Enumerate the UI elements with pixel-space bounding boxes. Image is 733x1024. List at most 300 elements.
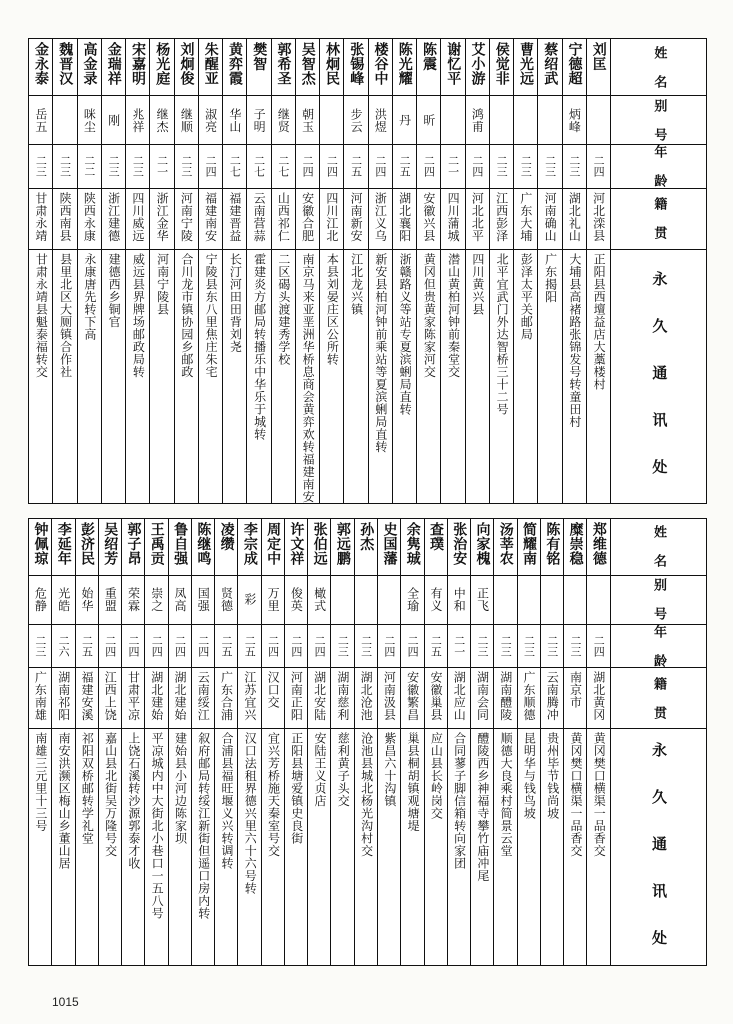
entry-address: 合同蓼子脚信箱转向家团: [452, 732, 467, 870]
entry-place: 广东大埔: [518, 191, 533, 242]
entry-place: 河北滦县: [591, 191, 606, 242]
entry-age: 二一: [452, 634, 466, 657]
entry-name: 向家槐: [474, 521, 491, 565]
cell-name: [562, 39, 586, 96]
entry-name: 郭远鹏: [334, 521, 351, 565]
table-gap: [28, 504, 706, 518]
page-number: 1015: [52, 995, 79, 1009]
cell-alias: [377, 575, 400, 624]
cell-name: [417, 39, 441, 96]
cell-name: [174, 39, 198, 96]
cell-address: [494, 729, 517, 966]
entry-name: 陈有铭: [544, 521, 561, 565]
cell-alias: [354, 575, 377, 624]
header-label: 姓 名: [651, 45, 667, 89]
cell-place: [564, 668, 587, 729]
entry-name: 郭希圣: [275, 42, 292, 86]
cell-place: [29, 668, 52, 729]
cell-age: [198, 145, 222, 189]
entry-address: 浙赣路义等站专夏滨蜊局直转: [398, 252, 413, 415]
entry-alias: 继杰: [155, 107, 170, 133]
entry-place: 汉口交: [266, 671, 281, 709]
cell-place: [168, 668, 191, 729]
entry-alias: 贤德: [219, 587, 234, 612]
cell-age: [344, 145, 368, 189]
entry-address: 宁陵县东八里焦庄朱宅: [204, 252, 219, 378]
cell-place: [215, 668, 238, 729]
cell-name: [261, 518, 284, 575]
cell-age: [29, 624, 52, 668]
cell-address: [392, 249, 416, 503]
entry-age: 二三: [522, 634, 536, 657]
entry-place: 广东南雄: [33, 671, 48, 721]
cell-alias: [29, 575, 52, 624]
entry-age: 二七: [276, 155, 290, 178]
cell-age: [331, 624, 354, 668]
entry-place: 四川蒲城: [446, 191, 461, 242]
entry-age: 二三: [58, 155, 72, 178]
cell-age: [168, 624, 191, 668]
cell-alias: [465, 96, 489, 145]
cell-name: [198, 39, 222, 96]
entry-address: 正阳县西壇益店大藁楼村: [592, 252, 607, 390]
cell-name: [587, 518, 610, 575]
entry-place: 甘肃平凉: [126, 671, 141, 721]
cell-alias: [295, 96, 319, 145]
entry-place: 四川威远: [130, 191, 145, 242]
cell-address: [471, 729, 494, 966]
cell-age: [441, 145, 465, 189]
entry-age: 二三: [567, 155, 581, 178]
entry-address: 宜兴芳桥施天秦室号交: [266, 732, 281, 857]
entry-name: 许文祥: [288, 521, 305, 565]
cell-place: [465, 188, 489, 249]
entry-address: 长汀河田田背刘尧: [228, 252, 243, 353]
cell-name: [284, 518, 307, 575]
entry-age: 二四: [266, 634, 280, 657]
cell-place: [150, 188, 174, 249]
entry-address: 本县刘晏庄区公所转: [325, 252, 340, 365]
cell-alias: [331, 575, 354, 624]
registry-table-top: [28, 38, 707, 504]
cell-place: [271, 188, 295, 249]
table-row: [29, 518, 707, 575]
entry-name: 魏晋汉: [57, 42, 74, 86]
cell-alias: [586, 96, 610, 145]
cell-place: [308, 668, 331, 729]
entry-place: 浙江义乌: [373, 191, 388, 242]
cell-name: [98, 518, 121, 575]
cell-place: [587, 668, 610, 729]
cell-place: [122, 668, 145, 729]
cell-place: [98, 668, 121, 729]
entry-age: 二三: [495, 155, 509, 178]
cell-address: [198, 249, 222, 503]
cell-alias: [540, 575, 563, 624]
cell-age: [126, 145, 150, 189]
cell-address: [586, 249, 610, 503]
entry-age: 二三: [475, 634, 489, 657]
entry-age: 二三: [107, 155, 121, 178]
entry-name: 艾小游: [469, 42, 486, 86]
entry-age: 二四: [406, 634, 420, 657]
cell-place: [494, 668, 517, 729]
entry-address: 甘肃永靖县魁泰福转交: [34, 252, 49, 378]
cell-age: [191, 624, 214, 668]
entry-place: 安徽兴县: [421, 191, 436, 242]
entry-address: 安陆王义贞店: [313, 732, 328, 807]
cell-address: [320, 249, 344, 503]
entry-alias: 兆祥: [130, 107, 145, 133]
cell-alias: [471, 575, 494, 624]
entry-place: 湖北安陆: [312, 671, 327, 721]
entry-name: 吴绍芳: [102, 521, 119, 565]
entry-alias: 继贤: [276, 107, 291, 133]
cell-age: [284, 624, 307, 668]
cell-place: [538, 188, 562, 249]
cell-name: [564, 518, 587, 575]
entry-place: 福建南安: [203, 191, 218, 242]
entry-name: 林炯民: [323, 42, 340, 86]
entry-age: 二四: [173, 634, 187, 657]
cell-place: [295, 188, 319, 249]
entry-age: 二七: [252, 155, 266, 178]
cell-address: [29, 249, 53, 503]
cell-place: [261, 668, 284, 729]
cell-address: [98, 729, 121, 966]
cell-alias: [538, 96, 562, 145]
cell-address: [191, 729, 214, 966]
cell-alias: [53, 96, 77, 145]
header-alias: [611, 96, 707, 145]
cell-address: [247, 249, 271, 503]
cell-name: [441, 39, 465, 96]
entry-alias: 重盟: [103, 587, 118, 612]
cell-age: [150, 145, 174, 189]
entry-place: 广东合浦: [219, 671, 234, 721]
cell-alias: [587, 575, 610, 624]
cell-alias: [447, 575, 470, 624]
cell-place: [75, 668, 98, 729]
cell-age: [417, 145, 441, 189]
entry-alias: 咪尘: [82, 107, 97, 133]
entry-place: 河南新安: [349, 191, 364, 242]
entry-name: 吴智杰: [299, 42, 316, 86]
cell-place: [77, 188, 101, 249]
entry-address: 县里北区大厕镇合作社: [58, 252, 73, 378]
cell-name: [223, 39, 247, 96]
cell-name: [126, 39, 150, 96]
cell-alias: [145, 575, 168, 624]
cell-address: [401, 729, 424, 966]
entry-place: 安徽繁昌: [405, 671, 420, 721]
entry-name: 楼谷中: [372, 42, 389, 86]
entry-age: 二四: [382, 634, 396, 657]
cell-place: [354, 668, 377, 729]
entry-name: 张锡峰: [348, 42, 365, 86]
header-label: 别 号: [651, 98, 667, 142]
cell-alias: [564, 575, 587, 624]
entry-alias: 淑亮: [203, 107, 218, 133]
cell-address: [587, 729, 610, 966]
entry-place: 福建安溪: [79, 671, 94, 721]
entry-age: 二四: [592, 155, 606, 178]
entry-address: 沧池县城北杨光沟村交: [359, 732, 374, 857]
entry-alias: 国强: [196, 587, 211, 612]
entry-place: 广东顺德: [522, 671, 536, 721]
entry-age: 二四: [373, 155, 387, 178]
cell-age: [465, 145, 489, 189]
header-address: [611, 249, 707, 503]
entry-alias: 中和: [452, 587, 467, 612]
cell-address: [424, 729, 447, 966]
cell-alias: [191, 575, 214, 624]
cell-alias: [562, 96, 586, 145]
cell-name: [447, 518, 470, 575]
cell-name: [586, 39, 610, 96]
entry-name: 孙杰: [358, 521, 375, 551]
header-label: 姓 名: [650, 525, 666, 568]
entry-address: 顺德大良乘村简景云堂: [499, 732, 514, 857]
cell-age: [247, 145, 271, 189]
cell-place: [417, 188, 441, 249]
entry-age: 二四: [196, 634, 210, 657]
cell-address: [75, 729, 98, 966]
entry-name: 侯觉非: [493, 42, 510, 86]
cell-address: [308, 729, 331, 966]
cell-age: [494, 624, 517, 668]
entry-alias: 橄式: [312, 587, 327, 612]
entry-address: 威远县界牌场邮政局转: [131, 252, 146, 378]
entry-alias: 始华: [79, 587, 94, 612]
cell-alias: [223, 96, 247, 145]
entry-name: 刘匡: [590, 42, 607, 71]
cell-place: [145, 668, 168, 729]
cell-age: [514, 145, 538, 189]
cell-place: [284, 668, 307, 729]
entry-age: 二四: [422, 155, 436, 178]
entry-alias: 万里: [266, 587, 281, 612]
cell-name: [368, 39, 392, 96]
entry-name: 樊智: [251, 42, 268, 71]
cell-alias: [215, 575, 238, 624]
entry-name: 张治安: [451, 521, 468, 565]
table-row: [29, 575, 707, 624]
cell-address: [465, 249, 489, 503]
entry-place: 河北北平: [470, 191, 485, 242]
cell-alias: [150, 96, 174, 145]
entry-address: 醴陵西乡神福寺攀竹庙冲尾: [475, 732, 490, 882]
entry-address: 黄冈但贵黄家陈家河交: [422, 252, 437, 378]
entry-address: 黄冈樊口横渠一品香交: [568, 732, 583, 857]
cell-age: [98, 624, 121, 668]
entry-place: 湖北沧池: [359, 671, 374, 721]
cell-alias: [368, 96, 392, 145]
cell-place: [441, 188, 465, 249]
cell-place: [392, 188, 416, 249]
cell-alias: [514, 96, 538, 145]
entry-address: 应山县长岭岗交: [429, 732, 444, 820]
cell-age: [540, 624, 563, 668]
cell-address: [368, 249, 392, 503]
entry-address: 北平宜武门外达智桥三十二号: [495, 252, 510, 415]
cell-alias: [320, 96, 344, 145]
entry-alias: 危静: [33, 587, 48, 612]
entry-name: 杨光庭: [154, 42, 171, 86]
entry-place: 湖北礼山: [567, 191, 582, 242]
cell-alias: [417, 96, 441, 145]
entry-address: 祁阳双桥邮转学礼堂: [80, 732, 95, 845]
entry-age: 二三: [131, 155, 145, 178]
cell-age: [174, 145, 198, 189]
entry-place: 安徽巢县: [428, 671, 443, 721]
header-age: [611, 145, 707, 189]
cell-name: [392, 39, 416, 96]
entry-address: 上饶石溪转沙源郭泰才收: [126, 732, 141, 870]
cell-name: [295, 39, 319, 96]
entry-alias: 丹: [397, 113, 412, 127]
entry-place: 湖北建始: [149, 671, 164, 721]
cell-alias: [174, 96, 198, 145]
cell-name: [377, 518, 400, 575]
table-row: [29, 96, 707, 145]
entry-name: 谢忆平: [445, 42, 462, 86]
entry-name: 张伯远: [311, 521, 328, 565]
cell-address: [447, 729, 470, 966]
registry-table-bottom: [28, 518, 707, 967]
cell-age: [29, 145, 53, 189]
entry-alias: 子明: [252, 107, 267, 133]
entry-alias: 昕: [421, 113, 436, 127]
entry-place: 河南确山: [543, 191, 558, 242]
cell-name: [401, 518, 424, 575]
cell-address: [215, 729, 238, 966]
entry-place: 安徽合肥: [300, 191, 315, 242]
entry-place: 云南绥江: [196, 671, 211, 721]
cell-place: [401, 668, 424, 729]
cell-alias: [75, 575, 98, 624]
table-row: [29, 39, 707, 96]
cell-place: [471, 668, 494, 729]
entry-address: 大埔县高褚路张锦发号转童田村: [567, 252, 582, 428]
cell-name: [308, 518, 331, 575]
entry-place: 河南汲县: [382, 671, 397, 721]
cell-alias: [198, 96, 222, 145]
cell-name: [320, 39, 344, 96]
entry-name: 陈光耀: [396, 42, 413, 86]
cell-age: [101, 145, 125, 189]
cell-address: [514, 249, 538, 503]
cell-name: [344, 39, 368, 96]
entry-name: 简耀南: [521, 521, 538, 565]
entry-name: 朱醒亚: [202, 42, 219, 86]
cell-address: [417, 249, 441, 503]
entry-place: 河南正阳: [289, 671, 304, 721]
cell-alias: [308, 575, 331, 624]
entry-alias: 炳峰: [567, 107, 582, 133]
cell-place: [174, 188, 198, 249]
entry-place: 陕西南县: [58, 191, 73, 242]
entry-place: 浙江金华: [155, 191, 170, 242]
cell-name: [494, 518, 517, 575]
cell-alias: [52, 575, 75, 624]
entry-age: 二四: [313, 634, 327, 657]
entry-age: 二四: [126, 634, 140, 657]
cell-place: [52, 668, 75, 729]
cell-address: [295, 249, 319, 503]
cell-alias: [344, 96, 368, 145]
cell-address: [101, 249, 125, 503]
cell-age: [587, 624, 610, 668]
cell-place: [489, 188, 513, 249]
cell-name: [168, 518, 191, 575]
entry-address: 新安县柏河钟前乘站等夏滨蜊局直转: [373, 252, 388, 453]
entry-age: 二二: [82, 155, 96, 178]
entry-name: 凌缵: [218, 521, 235, 551]
header-label: 永 久 通 讯 处: [650, 271, 669, 481]
entry-address: 巢县桐胡镇观塘堤: [406, 732, 421, 832]
cell-alias: [392, 96, 416, 145]
cell-age: [538, 145, 562, 189]
entry-address: 叙府邮局转绥江新街但遥口房内转: [196, 732, 211, 920]
cell-name: [354, 518, 377, 575]
entry-age: 二一: [155, 155, 169, 178]
cell-age: [489, 145, 513, 189]
entry-name: 郑维德: [590, 521, 607, 565]
entry-age: 二三: [359, 634, 373, 657]
entry-name: 汤莘农: [497, 521, 514, 565]
entry-age: 二三: [569, 634, 583, 657]
entry-name: 高金录: [81, 42, 98, 86]
cell-address: [53, 249, 77, 503]
entry-address: 潜山黄柏河钟前秦堂交: [446, 252, 461, 378]
entry-place: 南京市: [568, 671, 583, 709]
entry-alias: 有义: [428, 587, 443, 612]
cell-name: [424, 518, 447, 575]
cell-name: [77, 39, 101, 96]
cell-place: [562, 188, 586, 249]
entry-address: 江北龙兴镇: [349, 252, 364, 315]
cell-place: [368, 188, 392, 249]
entry-alias: 继顺: [179, 107, 194, 133]
cell-alias: [101, 96, 125, 145]
entry-address: 慈利黄子头交: [336, 732, 351, 807]
entry-address: 南安洪濒区梅山乡董山居: [57, 732, 72, 870]
cell-address: [52, 729, 75, 966]
entry-name: 糜崇稳: [567, 521, 584, 565]
cell-address: [150, 249, 174, 503]
cell-name: [52, 518, 75, 575]
header-name: [611, 39, 707, 96]
entry-age: 二一: [446, 155, 460, 178]
entry-age: 二三: [33, 634, 47, 657]
entry-place: 湖北建始: [173, 671, 188, 721]
entry-age: 二四: [325, 155, 339, 178]
entry-address: 合浦县福旺堰义兴转调转: [219, 732, 234, 870]
cell-age: [368, 145, 392, 189]
header-age: [610, 624, 706, 668]
cell-address: [29, 729, 52, 966]
entry-age: 二七: [228, 155, 242, 178]
entry-address: 嘉山县北街吴万隆号交: [103, 732, 118, 857]
header-address: [610, 729, 706, 966]
entry-name: 曹光远: [517, 42, 534, 86]
cell-address: [223, 249, 247, 503]
table-row: [29, 624, 707, 668]
entry-age: 二三: [336, 634, 350, 657]
cell-alias: [122, 575, 145, 624]
header-label: 籍 贯: [650, 676, 666, 720]
